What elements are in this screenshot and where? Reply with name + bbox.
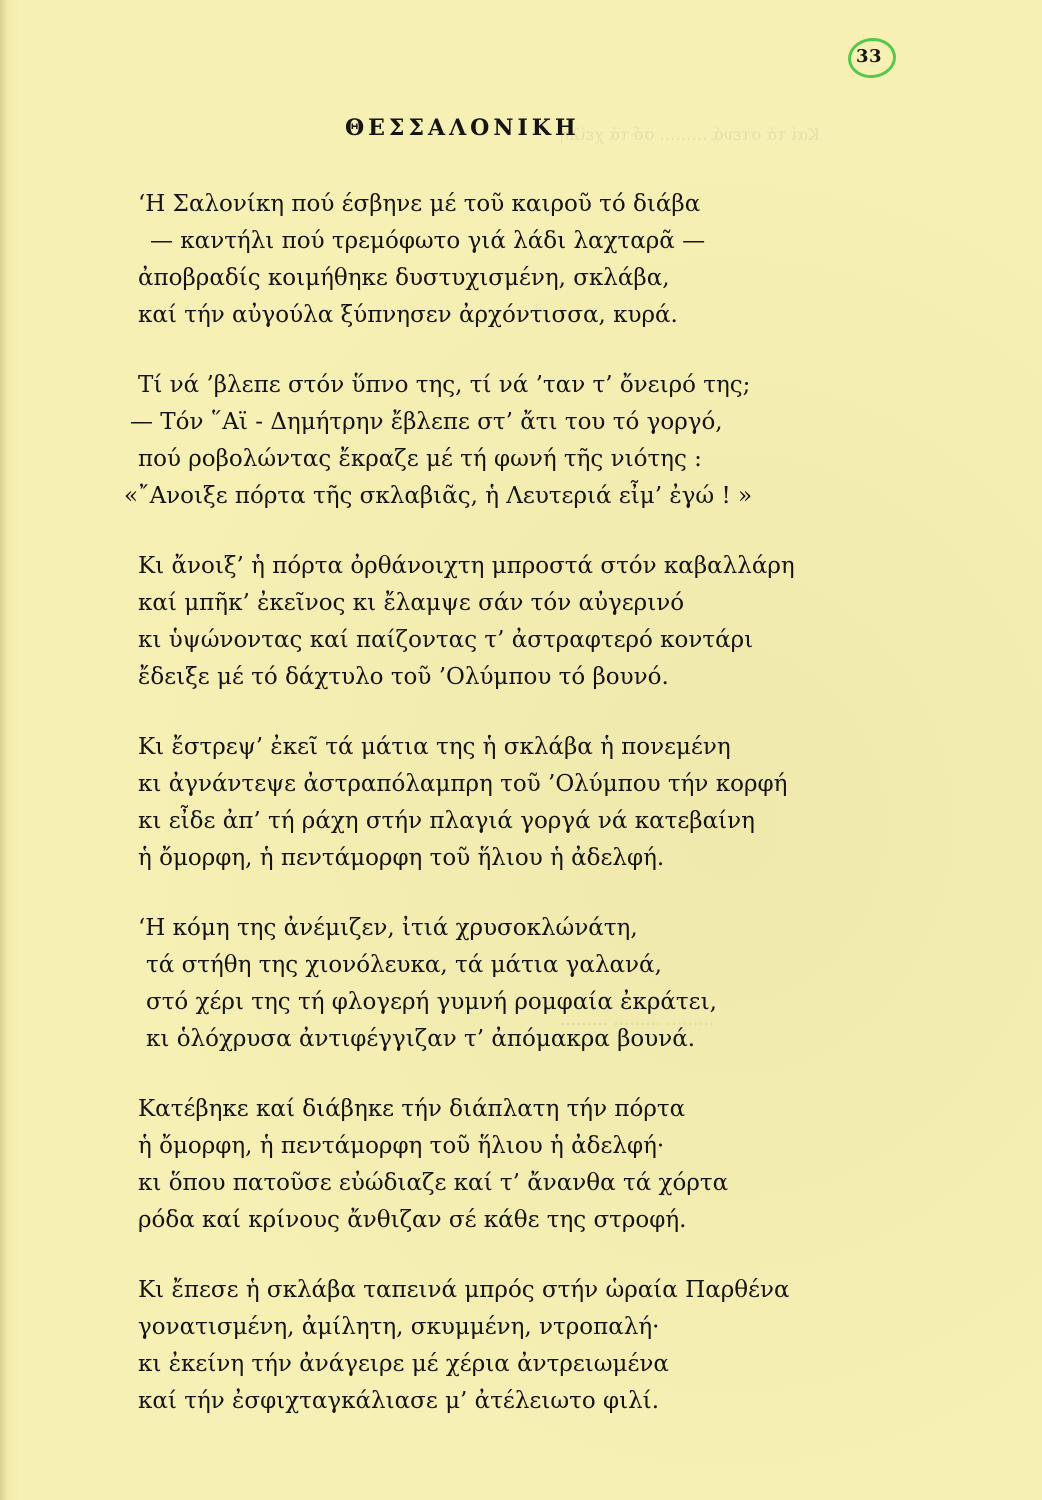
poem-line: κι εἶδε ἀπ’ τή ράχη στήν πλαγιά γοργά νά κατεβαίνη (138, 808, 755, 834)
poem-line: κι ἐκείνη τήν ἀνάγειρε μέ χέρια ἀντρειωμένα (138, 1351, 669, 1377)
poem-line: ‘Η Σαλονίκη πού έσβηνε μέ τοῦ καιροῦ τό διάβα (138, 191, 701, 217)
poem-line: ρόδα καί κρίνους ἄνθιζαν σέ κάθε της στροφή. (138, 1207, 687, 1233)
poem-line: «῎Ανοιξε πόρτα τῆς σκλαβιᾶς, ἡ Λευτεριά εἶμ’ ἐγώ ! » (124, 483, 753, 509)
stanza-4 (138, 729, 898, 877)
poem-line: γονατισμένη, ἀμίλητη, σκυμμένη, ντροπαλή· (138, 1314, 660, 1340)
poem-line: — Τόν ῞Αϊ - Δημήτρην ἔβλεπε στ’ ἄτι του τό γοργό, (130, 409, 723, 435)
poem-line: Τί νά ’βλεπε στόν ὕπνο της, τί νά ’ταν τ’ ὄνειρό της; (138, 372, 751, 398)
poem-line: ἡ ὄμορφη, ἡ πεντάμορφη τοῦ ἥλιου ἡ ἀδελφή· (138, 1133, 665, 1159)
stanza-1 (138, 186, 898, 334)
stanza-2 (124, 367, 898, 515)
poem-line: καί μπῆκ’ ἐκεῖνος κι ἔλαμψε σάν τόν αὐγερινό (138, 590, 685, 616)
poem-line: καί τήν ἐσφιχταγκάλιασε μ’ ἀτέλειωτο φιλί. (138, 1388, 660, 1414)
poem-line: ‘Η κόμη της ἀνέμιζεν, ἰτιά χρυσοκλώνάτη, (138, 915, 638, 941)
poem-line: — καντήλι πού τρεμόφωτο γιά λάδι λαχταρᾶ — (150, 228, 706, 254)
poem-line: τά στήθη της χιονόλευκα, τά μάτια γαλανά, (146, 952, 662, 978)
poem-line: ἔδειξε μέ τό δάχτυλο τοῦ ’Ολύμπου τό βουνό. (138, 664, 669, 690)
poem-line: ἡ ὄμορφη, ἡ πεντάμορφη τοῦ ἥλιου ἡ ἀδελφή. (138, 845, 665, 871)
poem-body (124, 186, 898, 1453)
stanza-5 (138, 910, 898, 1058)
poem-line: κι ὁλόχρυσα ἀντιφέγγιζαν τ’ ἀπόμακρα βουνά. (146, 1026, 696, 1052)
poem-line: κι ὑψώνοντας καί παίζοντας τ’ ἀστραφτερό κοντάρι (138, 627, 754, 653)
bleed-through-text: ……… ……… ……… (560, 1010, 715, 1029)
poem-line: ἀποβραδίς κοιμήθηκε δυστυχισμένη, σκλάβα, (138, 265, 670, 291)
stanza-7 (138, 1272, 898, 1420)
poem-line: κι ἀγνάντεψε ἀστραπόλαμπρη τοῦ ’Ολύμπου τήν κορφή (138, 771, 788, 797)
poem-line: κι ὅπου πατοῦσε εὐώδιαζε καί τ’ ἄνανθα τά χόρτα (138, 1170, 729, 1196)
poem-line: Κι ἔστρεψ’ ἐκεῖ τά μάτια της ἡ σκλάβα ἡ πονεμένη (138, 734, 731, 760)
poem-line: καί τήν αὐγούλα ξύπνησεν ἀρχόντισσα, κυρά. (138, 302, 678, 328)
stanza-3 (138, 548, 898, 696)
poem-line: Κι ἄνοιξ’ ἡ πόρτα ὀρθάνοιχτη μπροστά στόν καβαλλάρη (138, 553, 795, 579)
poem-line: Κι ἔπεσε ἡ σκλάβα ταπεινά μπρός στήν ὡραία Παρθένα (138, 1277, 790, 1303)
page-number: 33 (856, 46, 883, 67)
bleed-through-text: Καί τά στενά ……… σό τά χείλη (560, 125, 820, 144)
poem-title: ΘΕΣΣΑΛΟΝΙΚΗ (345, 115, 580, 141)
page-number-marker (848, 38, 900, 82)
poem-line: στό χέρι της τή φλογερή γυμνή ρομφαία ἐκράτει, (146, 989, 717, 1015)
poem-line: Κατέβηκε καί διάβηκε τήν διάπλατη τήν πόρτα (138, 1096, 686, 1122)
poem-line: πού ροβολώντας ἔκραζε μέ τή φωνή τῆς νιότης : (138, 446, 702, 472)
stanza-6 (138, 1091, 898, 1239)
